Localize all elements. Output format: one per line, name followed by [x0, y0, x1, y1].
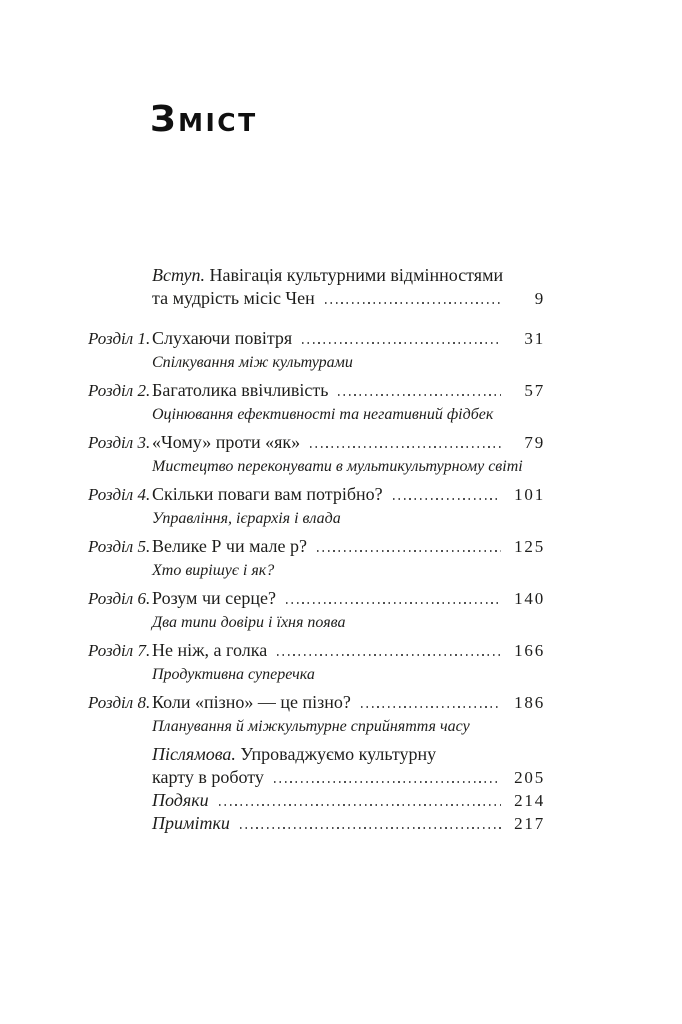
- toc-entry-chapter: [88, 327, 545, 375]
- chapter-label: Розділ 2.: [88, 381, 151, 400]
- toc-entry-chapter: [88, 691, 545, 739]
- chapter-subtitle: Оцінювання ефективності та негативний фідбек: [152, 406, 494, 423]
- outro-title-line1: Упроваджуємо культурну: [240, 744, 437, 764]
- page-number: 57: [524, 381, 545, 400]
- dotted-leader: [274, 781, 501, 783]
- toc-entry-chapter: [88, 431, 545, 479]
- toc-entry-chapter: [88, 639, 545, 687]
- toc-entry-chapter: [88, 483, 545, 531]
- chapter-subtitle: Планування й міжкультурне сприйняття часу: [152, 718, 470, 735]
- toc-entry-chapter: [88, 379, 545, 427]
- dotted-leader: [219, 804, 501, 806]
- page-number: 205: [514, 768, 545, 787]
- chapter-subtitle: Хто вирішує і як?: [152, 562, 275, 579]
- chapter-label: Розділ 7.: [88, 641, 151, 660]
- chapter-subtitle: Управління, ієрархія і влада: [152, 510, 341, 527]
- chapter-label: Розділ 1.: [88, 329, 151, 348]
- outro-title-line2: карту в роботу: [152, 767, 264, 787]
- backmatter-list: [88, 789, 545, 835]
- dotted-leader: [277, 654, 501, 656]
- toc-entry-outro: [88, 743, 545, 789]
- chapter-title: Велике Р чи мале р?: [152, 536, 307, 556]
- page-number: 31: [524, 329, 545, 348]
- dotted-leader: [325, 302, 501, 304]
- chapter-list: [88, 327, 545, 739]
- chapter-title: Слухаючи повітря: [152, 328, 293, 348]
- chapter-title: Скільки поваги вам потрібно?: [152, 484, 383, 504]
- page-number: 214: [514, 791, 545, 810]
- chapter-label: Розділ 6.: [88, 589, 151, 608]
- chapter-subtitle: Спілкування між культурами: [152, 354, 353, 371]
- page-number: 79: [524, 433, 545, 452]
- chapter-subtitle: Мистецтво переконувати в мультикультурному світі: [152, 458, 523, 475]
- dotted-leader: [310, 446, 501, 448]
- toc-entry-backmatter: [88, 789, 545, 812]
- dotted-leader: [240, 827, 501, 829]
- chapter-subtitle: Два типи довіри і їхня поява: [152, 614, 346, 631]
- dotted-leader: [338, 394, 501, 396]
- dotted-leader: [361, 706, 501, 708]
- dotted-leader: [393, 498, 501, 500]
- table-of-contents: [88, 264, 545, 835]
- chapter-title: Не ніж, а голка: [152, 640, 268, 660]
- intro-title-line1: Навігація культурними відмінностями: [209, 265, 504, 285]
- page-number: 125: [514, 537, 545, 556]
- backmatter-title: Подяки: [152, 790, 209, 810]
- backmatter-title: Примітки: [152, 813, 230, 833]
- outro-label: Післямова.: [152, 744, 236, 764]
- intro-title-line2: та мудрість місіс Чен: [152, 288, 315, 308]
- dotted-leader: [286, 602, 501, 604]
- intro-label: Вступ.: [152, 265, 206, 285]
- dotted-leader: [317, 550, 501, 552]
- chapter-subtitle: Продуктивна суперечка: [152, 666, 315, 683]
- chapter-label: Розділ 5.: [88, 537, 151, 556]
- page-number: 140: [514, 589, 545, 608]
- chapter-title: Коли «пізно» — це пізно?: [152, 692, 351, 712]
- toc-entry-intro: [88, 264, 545, 310]
- page-number: 186: [514, 693, 545, 712]
- page-number: 166: [514, 641, 545, 660]
- toc-entry-backmatter: [88, 812, 545, 835]
- page-number: 9: [534, 289, 545, 308]
- chapter-title: «Чому» проти «як»: [152, 432, 301, 452]
- chapter-label: Розділ 3.: [88, 433, 151, 452]
- toc-entry-chapter: [88, 587, 545, 635]
- page-number: 217: [514, 814, 545, 833]
- chapter-title: Розум чи серце?: [152, 588, 276, 608]
- chapter-title: Багатолика ввічливість: [152, 380, 329, 400]
- chapter-label: Розділ 4.: [88, 485, 151, 504]
- dotted-leader: [302, 342, 501, 344]
- chapter-label: Розділ 8.: [88, 693, 151, 712]
- page-title: Зміст: [150, 99, 258, 141]
- page-number: 101: [514, 485, 545, 504]
- toc-entry-chapter: [88, 535, 545, 583]
